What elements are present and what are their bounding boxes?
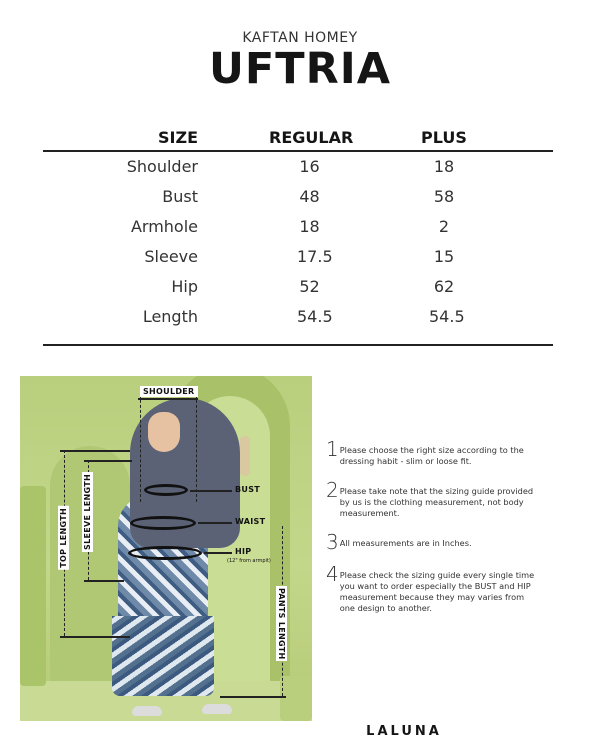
note-text: Please choose the right size according to the dressing habit - slim or loose fit. [339,445,524,466]
row-plus: 54.5 [429,307,465,326]
sleeve-bottom-tick [84,580,124,582]
kaftan-lower [112,616,214,696]
pants-length-label: PANTS LENGTH [277,588,286,660]
model-face [148,412,180,452]
row-plus: 2 [438,217,450,236]
table-header [43,124,553,152]
bust-pointer [190,490,232,492]
shoe-left [132,706,162,716]
pants-bottom-tick [220,696,286,698]
row-label: Bust [162,187,198,206]
note-text: Please check the sizing guide every single time you want to order especially the BUST and HIP measurement because they may varies from one design to another. [339,570,535,613]
header-plus: PLUS [421,128,467,147]
top-length-label: TOP LENGTH [59,508,68,568]
row-plus: 18 [433,157,455,176]
waist-measure [130,516,196,530]
sleeve-length-label: SLEEVE LENGTH [83,474,92,550]
table-row [43,152,553,182]
background-pillar [20,486,46,686]
row-plus: 58 [433,187,455,206]
note-text: All measurements are in Inches. [339,538,472,548]
note-item [326,437,540,467]
note-number: 3 [326,530,339,554]
row-regular: 54.5 [297,307,333,326]
page-title: UFTRIA [208,44,391,94]
header-size: SIZE [157,128,198,147]
row-regular: 18 [299,217,320,236]
vase [240,436,250,476]
sleeve-top-tick [84,460,132,462]
waist-label: WAIST [235,517,266,526]
note-item [326,478,540,519]
table-bottom-rule [43,344,553,346]
row-regular: 48 [299,187,320,206]
background-block [280,676,312,721]
table-row [43,212,553,242]
table-row [43,182,553,212]
row-regular: 52 [299,277,320,296]
header-regular: REGULAR [269,128,354,147]
bust-measure [144,484,188,496]
row-label: Armhole [130,217,198,236]
note-number: 4 [326,562,339,586]
hip-label: HIP [235,547,252,556]
top-length-bottom-tick [60,636,130,638]
subtitle: KAFTAN HOMEY [242,30,358,46]
shoulder-label: SHOULDER [140,386,198,397]
shoulder-guide-right [196,390,197,502]
row-regular: 17.5 [297,247,333,266]
bust-label: BUST [235,485,261,494]
row-label: Shoulder [126,157,198,176]
waist-pointer [198,522,232,524]
hip-note: (12" from armpit) [227,558,271,564]
hip-measure [128,546,202,560]
note-item [326,530,540,554]
row-plus: 62 [433,277,455,296]
hip-pointer [204,552,232,554]
note-number: 1 [326,437,339,461]
table-row [43,272,553,302]
size-notes [326,437,540,628]
row-label: Hip [171,277,198,296]
product-photo [20,376,312,721]
brand-logo: LALUNA [366,724,442,739]
note-item [326,562,540,614]
table-row [43,242,553,272]
size-table [43,124,553,332]
note-text: Please take note that the sizing guide provided by us is the clothing measurement, not body measurement. [339,486,534,518]
row-plus: 15 [433,247,455,266]
note-number: 2 [326,478,339,502]
shoulder-guide-left [140,390,141,502]
table-body [43,152,553,332]
row-label: Length [142,307,198,326]
table-row [43,302,553,332]
shoe-right [202,704,232,714]
top-length-top-tick [60,450,130,452]
row-regular: 16 [299,157,320,176]
shoulder-line [138,398,198,400]
row-label: Sleeve [144,247,198,266]
